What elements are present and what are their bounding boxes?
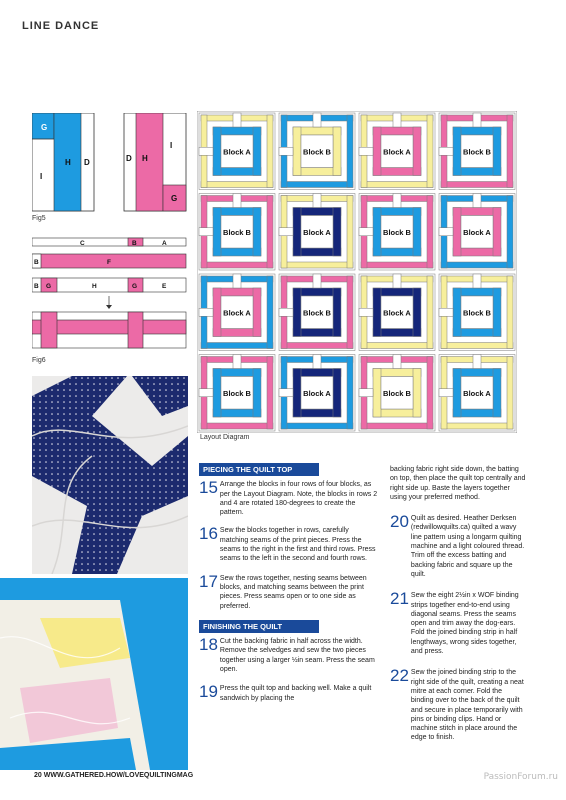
layout-block-label: Block A <box>303 388 331 398</box>
fig5-letter-g-left: G <box>41 123 48 132</box>
step-20 <box>390 514 526 579</box>
layout-block-label: Block A <box>383 308 411 318</box>
page-header-title: LINE DANCE <box>22 20 100 32</box>
step-text: Sew the joined binding strip to the right side of the quilt, creating a neat mitre at each corner. Fold the binding over to the back of the quilt and secure in place temporarily with pins or binding clips. Hand or machine stitch in place around the edge to finish. <box>410 669 524 742</box>
layout-diagram <box>197 111 517 433</box>
layout-block-label: Block A <box>383 147 411 157</box>
fig5-letter-g-right: G <box>171 194 178 203</box>
step-number: 15 <box>199 478 218 498</box>
step-text: Sew the blocks together in rows, carefully matching seams of the print pieces. Press the seams to the right in the first and third rows. Press seams to the left in the second and fourth rows. <box>219 527 376 563</box>
step-21 <box>390 591 526 656</box>
fig6-letter-e: E <box>162 283 167 290</box>
fig6-letter-g2: G <box>132 283 138 290</box>
layout-block-label: Block B <box>383 227 411 237</box>
step-18 <box>199 637 379 674</box>
fig5-letter-i-right: I <box>170 141 173 150</box>
text-column-right <box>390 465 526 752</box>
text-column-left <box>199 463 379 712</box>
step-17 <box>199 571 379 611</box>
step-19 <box>199 684 379 703</box>
section-heading-finishing: FINISHING THE QUILT <box>199 620 319 633</box>
step-text: Press the quilt top and backing well. Make a quilt sandwich by placing the <box>219 685 372 702</box>
fig6-label: Fig6 <box>32 357 46 364</box>
step-text: Sew the rows together, nesting seams between blocks, and matching seams between the print pieces. Press seams open or to one side as preferred. <box>219 574 367 610</box>
fig6-letter-b1: B <box>132 240 137 247</box>
fig6-letter-b3: B <box>34 283 39 290</box>
fig6-diagram <box>32 234 188 354</box>
fig5-letter-d-left: D <box>84 158 90 167</box>
fig6-letter-h: H <box>92 283 97 290</box>
layout-block-label: Block B <box>303 308 331 318</box>
fig5-diagram <box>32 113 188 213</box>
layout-block-label: Block B <box>383 388 411 398</box>
fig5-letter-h-right: H <box>142 154 148 163</box>
layout-block-label: Block B <box>463 147 491 157</box>
step-19-continued: backing fabric right side down, the batting on top, then place the quilt top centrally and right side up. Baste the layers together using your preferred method. <box>390 466 526 501</box>
layout-block-label: Block A <box>303 227 331 237</box>
step-number: 22 <box>390 666 409 686</box>
step-text: Quilt as desired. Heather Derksen (redwillowquilts.ca) quilted a wavy line pattern using a longarm quilting machine and a light coloured thread. Trim off the excess batting and backing fabric and square up the quilt. <box>410 515 525 578</box>
fig5-label: Fig5 <box>32 215 46 222</box>
step-number: 17 <box>199 571 218 591</box>
fig6-letter-g1: G <box>46 283 52 290</box>
section-heading-piecing: PIECING THE QUILT TOP <box>199 463 319 476</box>
layout-block-label: Block B <box>303 147 331 157</box>
fig6-letter-b2: B <box>34 259 39 266</box>
layout-block-label: Block A <box>223 308 251 318</box>
layout-block-label: Block A <box>463 227 491 237</box>
layout-block-label: Block B <box>223 388 251 398</box>
step-15 <box>199 480 379 517</box>
layout-block-label: Block A <box>463 388 491 398</box>
fig5-letter-i-left: I <box>40 172 43 181</box>
layout-block-label: Block B <box>223 227 251 237</box>
fig6-letter-a: A <box>162 240 167 247</box>
step-number: 20 <box>390 512 409 532</box>
layout-block-label: Block B <box>463 308 491 318</box>
page-footer: 20 WWW.GATHERED.HOW/LOVEQUILTINGMAG <box>34 772 194 779</box>
layout-block-label: Block A <box>223 147 251 157</box>
step-number: 21 <box>390 589 409 609</box>
step-text: Sew the eight 2½in x WOF binding strips together end-to-end using diagonal seams. Press the seams open and trim away the dog-ears. Fold the joined binding strip in half lengthways, wrong sides together, and press. <box>410 592 519 656</box>
watermark: PassionForum.ru <box>483 772 558 782</box>
step-16 <box>199 526 379 563</box>
step-22 <box>390 668 526 742</box>
layout-diagram-caption: Layout Diagram <box>200 434 250 441</box>
fig5-letter-h-left: H <box>65 158 71 167</box>
fig6-letter-c: C <box>80 240 85 247</box>
step-number: 19 <box>199 682 218 702</box>
step-text: Arrange the blocks in four rows of four blocks, as per the Layout Diagram. Note, the blocks in rows 2 and 4 are rotated 180-degrees to create the pattern. <box>219 481 378 517</box>
fig5-letter-d-right: D <box>126 154 132 163</box>
quilt-photo-blue <box>0 578 188 770</box>
quilt-photo-navy <box>32 376 188 574</box>
step-text: Cut the backing fabric in half across the width. Remove the selvedges and sew the two pieces together using a larger ½in seam. Press the seam open. <box>219 638 375 674</box>
step-number: 18 <box>199 635 218 655</box>
step-number: 16 <box>199 524 218 544</box>
fig6-letter-f: F <box>107 259 111 266</box>
